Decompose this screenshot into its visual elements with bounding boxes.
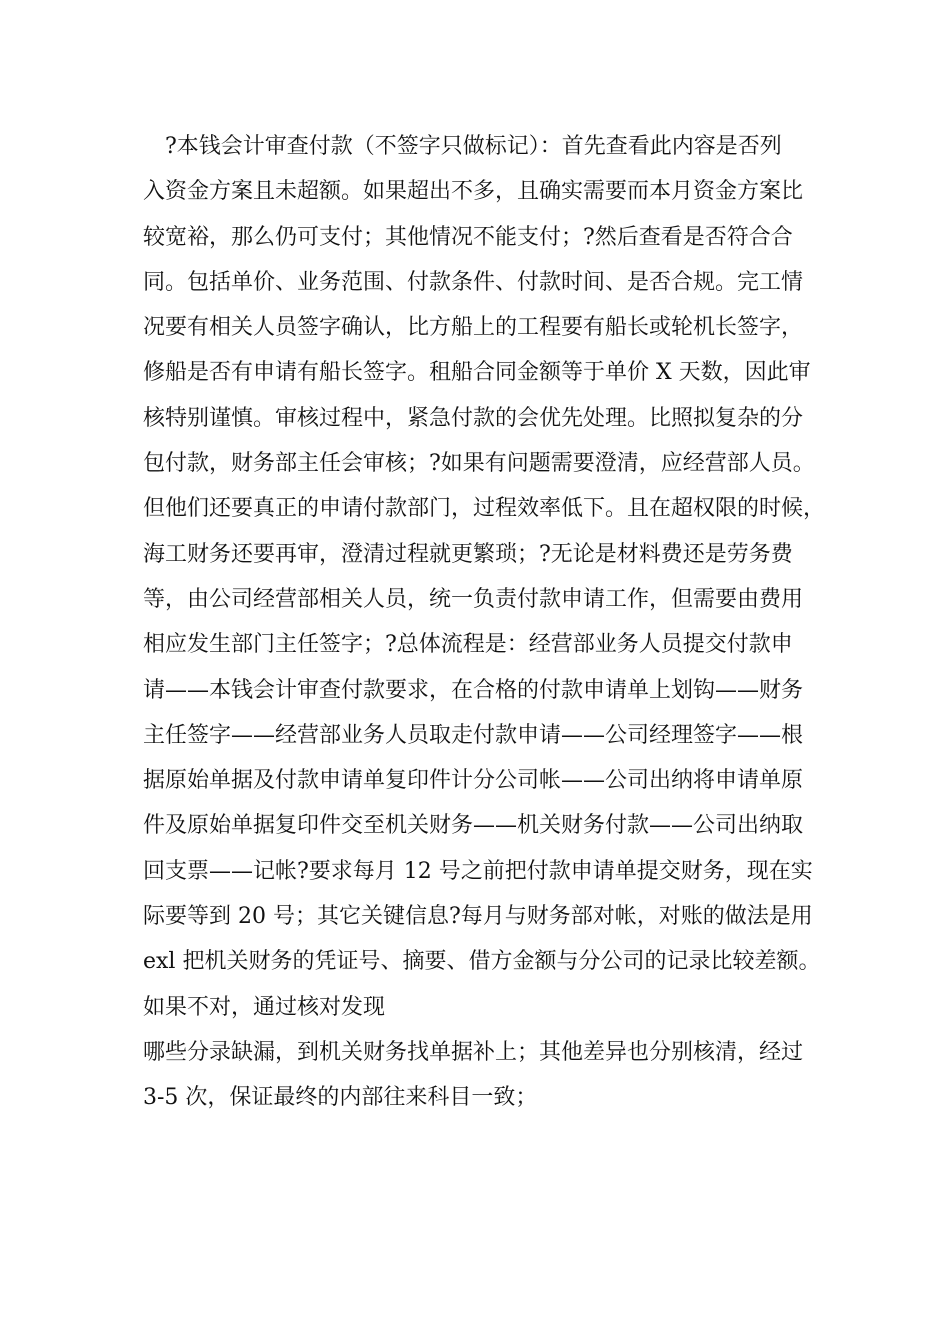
text-line: 件及原始单据复印件交至机关财务——机关财务付款——公司出纳取 [143,813,804,839]
text-line: 回支票——记帐?要求每月 12 号之前把付款申请单提交财务，现在实 [143,858,813,884]
text-line: 际要等到 20 号；其它关键信息?每月与财务部对帐，对账的做法是用 [143,904,813,930]
text-line: 包付款，财务部主任会审核；?如果有问题需要澄清，应经营部人员。 [143,451,815,477]
text-line: 但他们还要真正的申请付款部门，过程效率低下。且在超权限的时候， [143,496,826,522]
text-line: 据原始单据及付款申请单复印件计分公司帐——公司出纳将申请单原 [143,768,804,794]
text-line: ?本钱会计审查付款（不签字只做标记）：首先查看此内容是否列 [165,134,782,159]
text-line: 较宽裕，那么仍可支付；其他情况不能支付；?然后查看是否符合合 [143,224,793,250]
text-line: 3-5 次，保证最终的内部往来科目一致； [143,1085,538,1111]
text-line: 如果不对，通过核对发现 [143,994,386,1020]
text-line: 等，由公司经营部相关人员，统一负责付款申请工作，但需要由费用 [143,586,804,612]
text-line: 同。包括单价、业务范围、付款条件、付款时间、是否合规。完工情 [143,269,804,295]
body-paragraph [143,124,833,1121]
text-line: 哪些分录缺漏，到机关财务找单据补上；其他差异也分别核清，经过 [143,1039,804,1065]
text-line: 况要有相关人员签字确认，比方船上的工程要有船长或轮机长签字， [143,315,804,341]
text-line: exl 把机关财务的凭证号、摘要、借方金额与分公司的记录比较差额。 [143,949,821,975]
text-line: 请——本钱会计审查付款要求，在合格的付款申请单上划钩——财务 [143,677,804,703]
text-line: 海工财务还要再审，澄清过程就更繁琐；?无论是材料费还是劳务费 [143,541,793,567]
text-line: 修船是否有申请有船长签字。租船合同金额等于单价 X 天数，因此审 [143,360,811,386]
text-line: 入资金方案且未超额。如果超出不多，且确实需要而本月资金方案比 [143,179,804,205]
text-line: 主任签字——经营部业务人员取走付款申请——公司经理签字——根 [143,722,804,748]
text-line: 核特别谨慎。审核过程中，紧急付款的会优先处理。比照拟复杂的分 [143,405,804,431]
text-line: 相应发生部门主任签字；?总体流程是：经营部业务人员提交付款申 [143,632,793,658]
